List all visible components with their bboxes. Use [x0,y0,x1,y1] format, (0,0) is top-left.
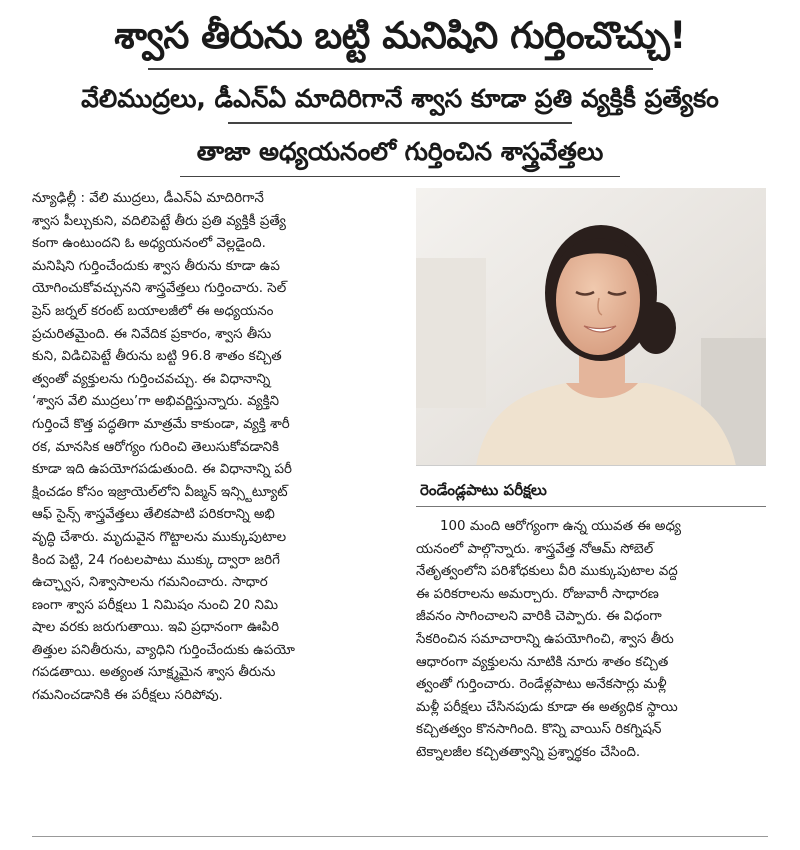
article-text-line: ఉచ్ఛ్వాస, నిశ్వాసాలను గమనించారు. సాధార [32,575,268,591]
headline-divider [148,68,653,70]
article-text-line: ఆఫ్ సైన్స్ శాస్త్రవేత్తలు తేలికపాటి పరికరాన్ని అభి [32,507,275,523]
article-text-line: తిత్తుల పనితీరును, వ్యాధిని గుర్తించేందుకు ఉపయో [32,642,295,658]
article-text-line: కింద పెట్టి, 24 గంటలపాటు ముక్కు ద్వారా జరిగే [32,552,280,568]
bottom-divider [32,836,768,837]
subheadline-2: తాజా అధ్యయనంలో గుర్తించిన శాస్త్రవేత్తలు [196,137,604,166]
article-text-line: గపడతాయి. అత్యంత సూక్ష్మమైన శ్వాస తీరును [32,665,276,681]
subheadline-divider [228,122,572,124]
article-text-line: టెక్నాలజీల కచ్చితత్వాన్ని ప్రశ్నార్థకం చేసింది. [416,744,641,760]
article-text-line: కూడా ఇది ఉపయోగపడుతుంది. ఈ విధానాన్ని పరీ [32,462,292,478]
article-text-line: రక, మానసిక ఆరోగ్యం గురించి తెలుసుకోవడానికి [32,439,280,455]
article-text-line: కంగా ఉంటుందని ఓ అధ్యయనంలో వెల్లడైంది. [32,236,266,252]
article-text-line: 100 మంది ఆరోగ్యంగా ఉన్న యువత ఈ అధ్య [440,519,682,534]
photo-caption: రెండేండ్లపాటు పరీక్షలు [420,481,547,499]
article-body-left-column [32,188,404,708]
article-photo [416,188,766,466]
article-text-line: ప్రెస్ జర్నల్ కరంట్ బయాలజీలో ఈ అధ్యయనం [32,303,274,319]
article-text-line: మనిషిని గుర్తించేందుకు శ్వాస తీరును కూడా ఉప [32,258,280,274]
article-text-line: కచ్చితత్వం కొనసాగింది. కొన్ని వాయిస్ రికగ్నిషన్ [416,722,662,738]
article-text-line: ఈ పరికరాలను అమర్చారు. రోజువారీ సాధారణ [416,586,659,602]
article-text-line: ‘శ్వాస వేలి ముద్రలు’గా అభివర్ణిస్తున్నారు. వ్యక్తిని [32,394,280,410]
article-text-line: షాల వరకు జరుగుతాయి. ఇవి ప్రధానంగా ఊపిరి [32,620,280,636]
article-text-line: యోగించుకోవచ్చునని శాస్త్రవేత్తలు గుర్తించారు. సెల్ [32,281,287,297]
deck-divider [180,176,620,177]
subheadline-1: వేలిముద్రలు, డీఎన్ఏ మాదిరిగానే శ్వాస కూడా ప్రతి వ్యక్తికీ ప్రత్యేకం [81,84,719,113]
article-text-line: ఆధారంగా వ్యక్తులను నూటికి నూరు శాతం కచ్చిత [416,654,669,670]
caption-divider [416,506,766,507]
article-body-right-column [416,516,768,765]
article-text-line: శ్వాస పీల్చుకుని, వదిలిపెట్టే తీరు ప్రతి వ్యక్తికీ ప్రత్యే [32,213,286,229]
headline: శ్వాస తీరును బట్టి మనిషిని గుర్తించొచ్చు! [114,14,686,57]
article-text-line: సేకరించిన సమాచారాన్ని ఉపయోగించి, శ్వాస తీరు [416,631,674,647]
article-text-line: ణంగా శ్వాస పరీక్షలు 1 నిమిషం నుంచి 20 నిమి [32,597,279,613]
article-text-line: యనంలో పాల్గొన్నారు. శాస్త్రవేత్త నోఆమ్ సోబెల్ [416,541,654,557]
article-text-line: జీవనం సాగించాలని వారికి చెప్పారు. ఈ విధంగా [416,609,662,625]
article-text-line: క్షించడం కోసం ఇజ్రాయెల్‌లోని వీజ్మన్ ఇన్స్టిట్యూట్ [32,484,288,500]
article-text-line: నేతృత్వంలోని పరిశోధకులు వీరి ముక్కుపుటాల వద్ద [416,564,678,580]
article-text-line: మళ్లీ పరీక్షలు చేసినపుడు కూడా ఈ అత్యధిక స్థాయి [416,699,678,715]
article-text-line: గుర్తించే కొత్త పద్ధతిగా మాత్రమే కాకుండా, వ్యక్తి శారీ [32,416,290,432]
woman-breathing-image [416,188,766,466]
article-text-line: గమనించడానికి ఈ పరీక్షలు సరిపోవు. [32,688,223,704]
article-text-line: న్యూఢిల్లీ : వేలి ముద్రలు, డీఎన్ఏ మాదిరిగానే [32,191,264,206]
article-text-line: త్వంతో వ్యక్తులను గుర్తించవచ్చు. ఈ విధానాన్ని [32,371,271,387]
article-text-line: వృద్ధి చేశారు. మృదువైన గొట్టాలను ముక్కుపుటాల [32,529,287,545]
article-text-line: కుని, విడిచిపెట్టే తీరును బట్టి 96.8 శాతం కచ్చిత [32,349,282,365]
article-text-line: ప్రచురితమైంది. ఈ నివేదిక ప్రకారం, శ్వాస తీసు [32,326,272,342]
article-text-line: త్వంతో గుర్తించారు. రెండేళ్లపాటు అనేకసార్లు మళ్లీ [416,677,667,693]
